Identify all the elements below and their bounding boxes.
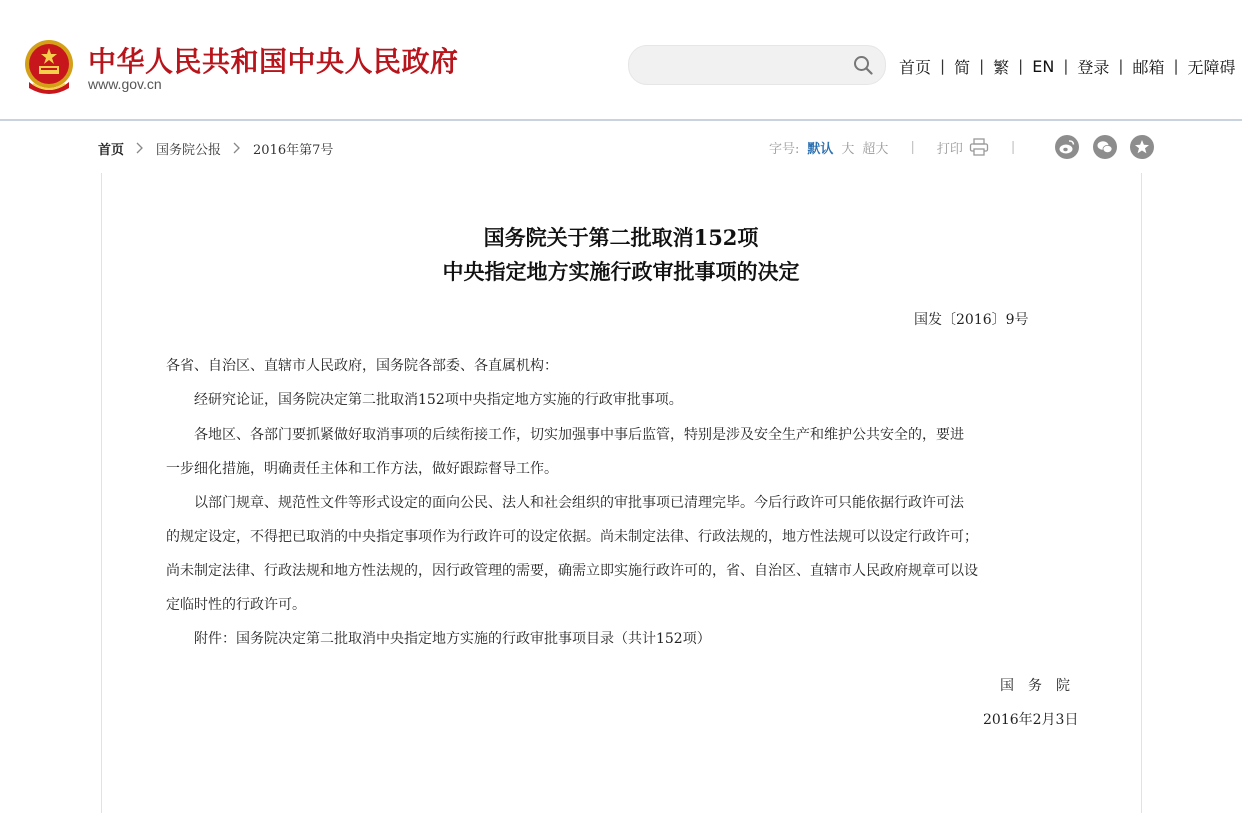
nav-traditional[interactable]: 繁 xyxy=(993,57,1010,77)
signature-date: 2016年2月3日 xyxy=(983,712,1079,728)
nav-simplified[interactable]: 简 xyxy=(954,57,971,77)
search-input[interactable] xyxy=(643,54,847,78)
search-box xyxy=(628,45,886,85)
site-title[interactable]: 中华人民共和国中央人民政府 xyxy=(88,45,459,78)
nav-separator: | xyxy=(979,57,985,75)
nav-separator: | xyxy=(940,57,946,75)
nav-mailbox[interactable]: 邮箱 xyxy=(1132,57,1165,77)
paragraph-line: 的规定设定，不得把已取消的中央指定事项作为行政许可的设定依据。尚未制定法律、行政法规的，地方性法规可以设定行政许可； xyxy=(166,529,978,545)
search-icon[interactable] xyxy=(853,55,873,75)
document-addressee: 各省、自治区、直辖市人民政府，国务院各部委、各直属机构： xyxy=(166,358,558,374)
font-size-large[interactable]: 大 xyxy=(841,141,855,157)
site-url[interactable]: www.gov.cn xyxy=(88,76,162,92)
paragraph-line: 各地区、各部门要抓紧做好取消事项的后续衔接工作，切实加强事中事后监管，特别是涉及安全生产和维护公共安全的，要进 xyxy=(166,427,964,443)
paragraph-line: 尚未制定法律、行政法规和地方性法规的，因行政管理的需要，确需立即实施行政许可的，省、自治区、直辖市人民政府规章可以设 xyxy=(166,563,978,579)
document-title-line-2: 中央指定地方实施行政审批事项的决定 xyxy=(442,259,800,284)
header-divider xyxy=(0,119,1242,121)
nav-login[interactable]: 登录 xyxy=(1077,57,1110,77)
font-size-label: 字号: xyxy=(769,141,800,157)
breadcrumb-home[interactable]: 首页 xyxy=(98,142,125,158)
font-size-extra-large[interactable]: 超大 xyxy=(862,141,889,157)
national-emblem-icon[interactable] xyxy=(23,38,75,96)
printer-icon xyxy=(969,138,989,156)
nav-accessibility[interactable]: 无障碍 xyxy=(1187,57,1236,77)
favorite-star-icon[interactable] xyxy=(1130,135,1154,159)
attachment-line: 附件：国务院决定第二批取消中央指定地方实施的行政审批事项目录（共计152项） xyxy=(166,631,711,647)
breadcrumb-gazette[interactable]: 国务院公报 xyxy=(156,142,222,158)
breadcrumb xyxy=(98,138,333,158)
chevron-right-icon xyxy=(233,142,241,154)
nav-separator: | xyxy=(1173,57,1179,75)
paragraph-line: 定临时性的行政许可。 xyxy=(166,597,306,613)
tools-divider: | xyxy=(1010,139,1016,155)
article-tools xyxy=(769,136,1037,158)
print-button[interactable] xyxy=(937,138,989,157)
document-number: 国发〔2016〕9号 xyxy=(914,312,1029,328)
font-size-default[interactable]: 默认 xyxy=(807,141,834,157)
document-title-line-1: 国务院关于第二批取消152项 xyxy=(483,225,759,250)
signature-issuer: 国 务 院 xyxy=(1000,678,1070,694)
print-label: 打印 xyxy=(936,141,963,157)
wechat-icon[interactable] xyxy=(1093,135,1117,159)
weibo-icon[interactable] xyxy=(1055,135,1079,159)
nav-separator: | xyxy=(1018,57,1024,75)
breadcrumb-issue[interactable]: 2016年第7号 xyxy=(253,142,334,158)
tools-divider: | xyxy=(910,139,915,155)
top-nav xyxy=(899,55,1236,77)
paragraph-line: 以部门规章、规范性文件等形式设定的面向公民、法人和社会组织的审批事项已清理完毕。今后行政许可只能依据行政许可法 xyxy=(166,495,964,511)
nav-english[interactable]: EN xyxy=(1032,56,1055,76)
paragraph-line: 经研究论证，国务院决定第二批取消152项中央指定地方实施的行政审批事项。 xyxy=(166,392,683,408)
paragraph-line: 一步细化措施，明确责任主体和工作方法，做好跟踪督导工作。 xyxy=(166,461,558,477)
chevron-right-icon xyxy=(136,142,144,154)
nav-separator: | xyxy=(1118,57,1124,75)
nav-home[interactable]: 首页 xyxy=(899,57,932,77)
site-header xyxy=(0,0,1242,120)
nav-separator: | xyxy=(1063,57,1069,75)
